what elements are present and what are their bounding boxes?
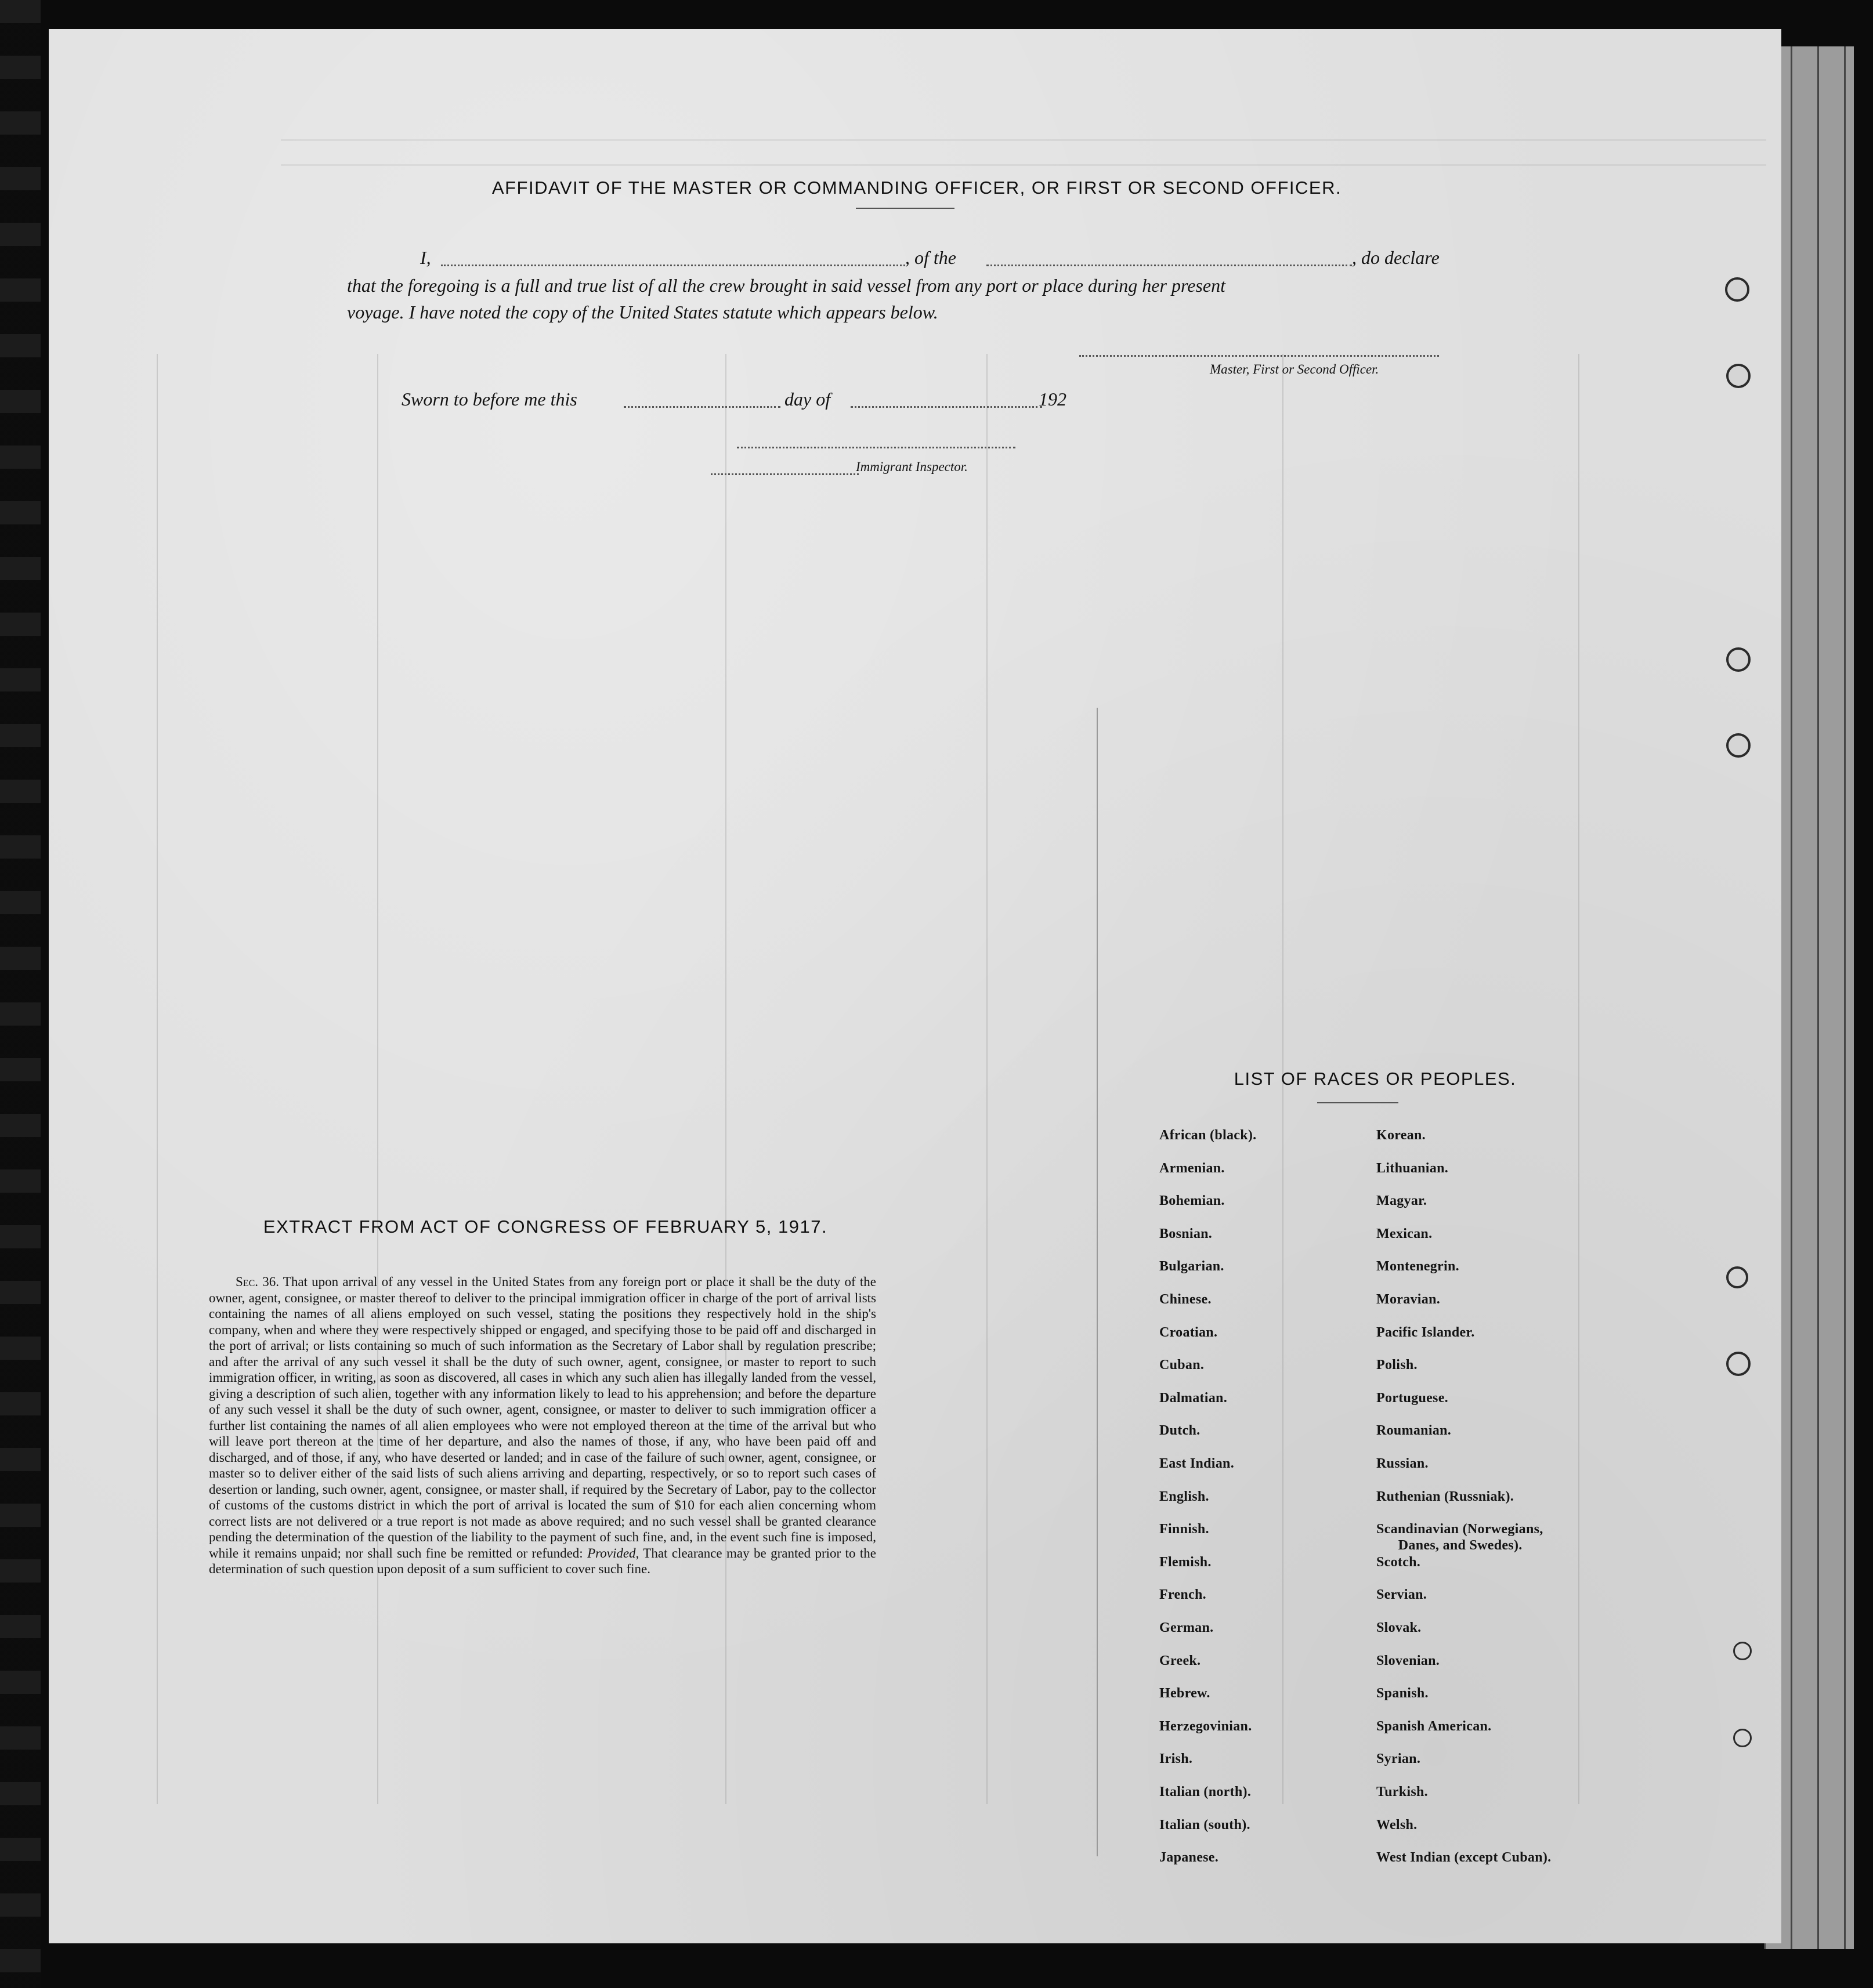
race-entry: Spanish. xyxy=(1376,1686,1429,1701)
race-entry: Korean. xyxy=(1376,1128,1426,1143)
punch-hole xyxy=(1726,647,1751,672)
sworn-text: Sworn to before me this xyxy=(402,389,577,410)
race-entry: Dutch. xyxy=(1159,1423,1201,1438)
race-entry: Ruthenian (Russniak). xyxy=(1376,1489,1514,1504)
declaration-start: I, xyxy=(420,247,431,268)
extract-body xyxy=(209,1274,876,1577)
faint-column-line xyxy=(725,354,726,1804)
faint-column-line xyxy=(157,354,158,1804)
vessel-blank xyxy=(986,265,1352,266)
race-entry: Bohemian. xyxy=(1159,1193,1225,1208)
race-entry: Welsh. xyxy=(1376,1817,1418,1833)
races-title-text: LIST OF RACES OR PEOPLES. xyxy=(1234,1069,1517,1089)
race-entry: Croatian. xyxy=(1159,1325,1218,1340)
race-entry: Cuban. xyxy=(1159,1357,1205,1373)
race-entry: Servian. xyxy=(1376,1587,1427,1602)
race-entry: Japanese. xyxy=(1159,1850,1219,1865)
race-entry: Bulgarian. xyxy=(1159,1259,1224,1274)
race-entry: West Indian (except Cuban). xyxy=(1376,1850,1552,1865)
extract-title-text: EXTRACT FROM ACT OF CONGRESS OF FEBRUARY 5, 1917. xyxy=(263,1216,828,1237)
race-entry: Armenian. xyxy=(1159,1161,1225,1176)
race-entry: Lithuanian. xyxy=(1376,1161,1449,1176)
punch-hole xyxy=(1726,364,1751,388)
race-entry: Pacific Islander. xyxy=(1376,1325,1475,1340)
punch-hole xyxy=(1726,1352,1751,1376)
race-entry: Italian (south). xyxy=(1159,1817,1250,1833)
race-entry: Chinese. xyxy=(1159,1292,1212,1307)
race-entry: Syrian. xyxy=(1376,1751,1421,1766)
race-entry: East Indian. xyxy=(1159,1456,1234,1471)
punch-hole xyxy=(1725,277,1749,302)
extract-body-part-2: That clearance may be granted prior to the determination of such question upon deposit of a sum sufficient to cover such fine. xyxy=(209,1545,876,1576)
affidavit-title: AFFIDAVIT OF THE MASTER OR COMMANDING OFFICER, OR FIRST OR SECOND OFFICER. xyxy=(491,178,1342,198)
race-entry: Russian. xyxy=(1376,1456,1429,1471)
punch-hole xyxy=(1726,1266,1748,1288)
race-entry: Flemish. xyxy=(1159,1555,1212,1570)
race-entry: Scandinavian (Norwegians, Danes, and Swedes). xyxy=(1376,1522,1543,1553)
inspector-line xyxy=(711,473,859,475)
edge-ruler xyxy=(0,0,41,1988)
signature-caption: Master, First or Second Officer. xyxy=(1210,362,1379,376)
race-entry: African (black). xyxy=(1159,1128,1257,1143)
day-blank xyxy=(624,406,780,408)
declaration-of-the: , of the xyxy=(905,247,956,268)
races-title xyxy=(1155,1069,1596,1089)
race-entry: Spanish American. xyxy=(1376,1719,1492,1734)
race-entry: Roumanian. xyxy=(1376,1423,1452,1438)
race-entry: Portuguese. xyxy=(1376,1390,1448,1406)
race-entry: English. xyxy=(1159,1489,1209,1504)
punch-hole xyxy=(1733,1729,1752,1747)
race-entry: Montenegrin. xyxy=(1376,1259,1459,1274)
race-entry: Dalmatian. xyxy=(1159,1390,1227,1406)
signature-line xyxy=(1079,355,1439,357)
inspector-line-upper xyxy=(737,447,1015,448)
faint-column-line xyxy=(377,354,378,1804)
race-entry: Herzegovinian. xyxy=(1159,1719,1252,1734)
races-title-underline xyxy=(1317,1102,1398,1103)
provided-word: Provided, xyxy=(587,1545,639,1560)
race-entry: Turkish. xyxy=(1376,1784,1428,1799)
bleed-through-heading xyxy=(281,139,1766,166)
extract-body-part-1: That upon arrival of any vessel in the United States from any foreign port or place it shall be the duty of the owner, agent, consignee, or master thereof to deliver to the principal immigration officer in charge of the port of arrival lists containing the names of all aliens employed on such vessel, stating the positions they respectively hold in the ship's company, when and where they were respectively shipped or engaged, and specifying those to be paid off and discharged in the port of arrival; or lists containing so much of such information as the Secretary of Labor shall by regulation prescribe; and after the arrival of any such vessel it shall be the duty of such owner, agent, consignee, or master to report to such immigration officer, in writing, as soon as discovered, all cases in which any such alien has illegally landed from the vessel, giving a description of such alien, together with any information likely to lead to his apprehension; and before the departure of any such vessel it shall be the duty of such owner, agent, consignee, or master to deliver to such immigration officer a further list containing the names of all alien employees who were not employed thereon at the time of the arrival but who will leave port thereon at the time of her departure, and also the names of those, if any, who have been paid off and discharged, and of those, if any, who have deserted or landed; and in case of the failure of such owner, agent, consignee, or master so to deliver either of the said lists of such aliens arriving and departing, respectively, or so to report such cases of desertion or landing, such owner, agent, consignee, or master shall, if required by the Secretary of Labor, pay to the collector of customs of the customs district in which the port of arrival is located the sum of $10 for each alien concerning whom correct lists are not delivered or a true report is not made as above required; and no such vessel shall be granted clearance pending the determination of the question of the liability to the payment of such fine, and, in the event such fine is imposed, while it remains unpaid; nor shall such fine be remitted or refunded: xyxy=(209,1274,876,1560)
race-entry: Moravian. xyxy=(1376,1292,1441,1307)
title-underline xyxy=(856,208,954,209)
name-blank xyxy=(441,265,905,266)
race-entry: Slovenian. xyxy=(1376,1653,1440,1668)
race-entry: Slovak. xyxy=(1376,1620,1422,1635)
declaration-do-declare: , do declare xyxy=(1352,247,1440,268)
column-divider xyxy=(1097,708,1098,1856)
faint-column-line xyxy=(986,354,988,1804)
race-entry: French. xyxy=(1159,1587,1206,1602)
sworn-day-of: day of xyxy=(784,389,831,410)
race-entry: Polish. xyxy=(1376,1357,1418,1373)
race-entry: Mexican. xyxy=(1376,1226,1433,1241)
race-entry: Hebrew. xyxy=(1159,1686,1210,1701)
inspector-caption: Immigrant Inspector. xyxy=(856,459,968,474)
race-entry: Magyar. xyxy=(1376,1193,1427,1208)
race-entry: Irish. xyxy=(1159,1751,1193,1766)
punch-hole xyxy=(1733,1642,1752,1660)
race-entry: German. xyxy=(1159,1620,1214,1635)
section-label: Sec. 36. xyxy=(236,1274,279,1289)
declaration-line-3: voyage. I have noted the copy of the United States statute which appears below. xyxy=(347,302,938,323)
punch-hole xyxy=(1726,733,1751,758)
extract-title xyxy=(191,1216,899,1237)
sworn-year: 192 xyxy=(1039,389,1066,410)
race-entry: Italian (north). xyxy=(1159,1784,1252,1799)
race-entry: Greek. xyxy=(1159,1653,1201,1668)
month-blank xyxy=(851,406,1042,408)
race-entry: Scotch. xyxy=(1376,1555,1421,1570)
declaration-line-2: that the foregoing is a full and true list of all the crew brought in said vessel from any port or place during her present xyxy=(347,275,1225,296)
race-entry: Bosnian. xyxy=(1159,1226,1213,1241)
race-entry: Finnish. xyxy=(1159,1522,1209,1537)
